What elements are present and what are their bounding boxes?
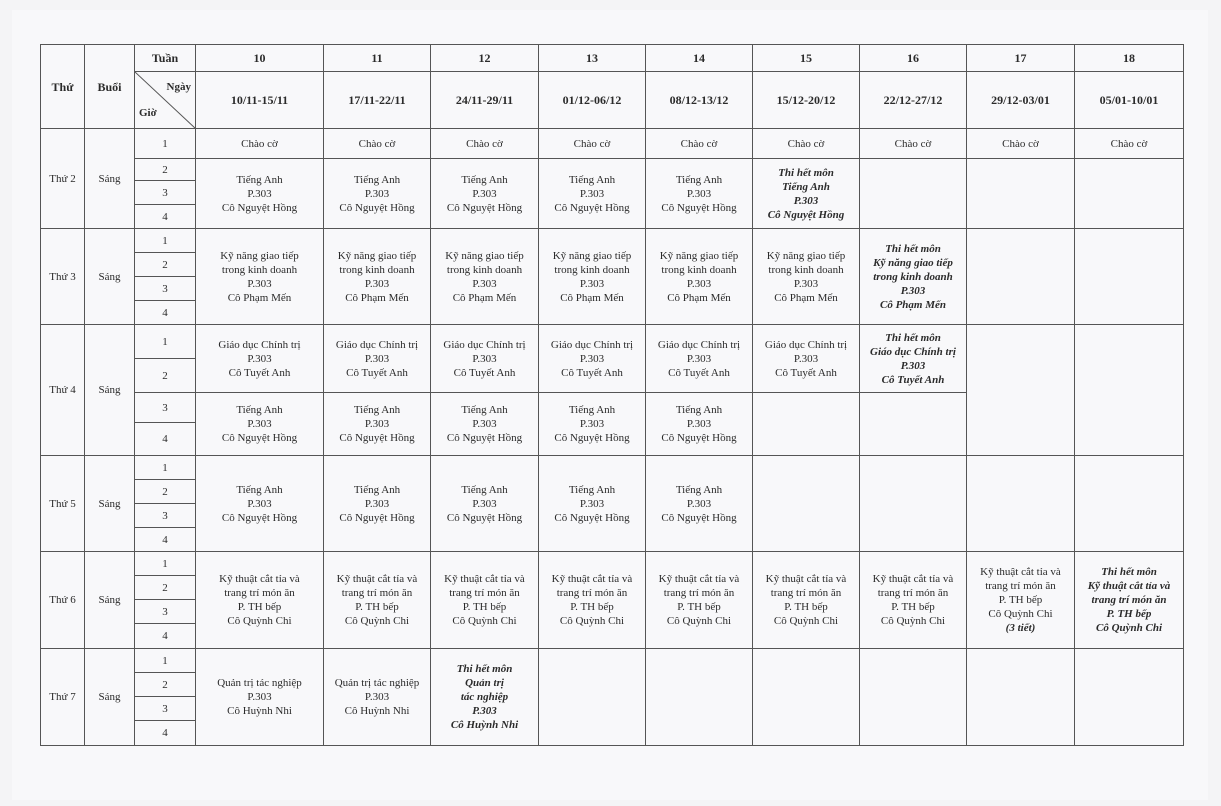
cell-line: P. TH bếp: [570, 601, 614, 613]
cell-line: P.303: [472, 352, 497, 365]
class-cell: [196, 393, 324, 456]
period-number: 2: [135, 480, 196, 504]
cell-line: tác nghiệp: [460, 691, 509, 703]
cell-line: Kỹ thuật cắt tỉa và: [1087, 580, 1171, 592]
class-cell: [646, 159, 753, 229]
cell-line: Cô Nguyệt Hồng: [221, 201, 298, 214]
cell-line: P.303: [472, 418, 497, 430]
cell-line: P. TH bếp: [677, 601, 721, 613]
class-cell: [753, 552, 860, 649]
cell-line: Giáo dục Chính trị: [657, 338, 741, 351]
cell-line: P.303: [364, 187, 390, 200]
period-number: 1: [135, 129, 196, 159]
class-cell: [431, 552, 539, 649]
empty-cell: [860, 159, 967, 229]
cell-line: Tiếng Anh: [568, 404, 616, 416]
cell-line: Cô Nguyệt Hồng: [221, 432, 298, 444]
cell-line: P.303: [686, 418, 712, 430]
week-dates: 24/11-29/11: [431, 72, 539, 129]
cell-line: Cô Quỳnh Chi: [452, 615, 517, 627]
class-cell: [646, 456, 753, 552]
class-cell: [431, 456, 539, 552]
cell-line: P.303: [686, 277, 712, 290]
class-cell: [539, 229, 646, 325]
cell-line: Kỹ thuật cắt tỉa và: [551, 573, 633, 585]
cell-line: P.303: [247, 187, 272, 200]
cell-line: Thi hết môn: [1101, 566, 1157, 578]
cell-line: Giáo dục Chính trị: [335, 338, 419, 351]
cell-line: P.303: [364, 352, 390, 365]
day-label: Thứ 6: [41, 552, 85, 649]
cell-line: Cô Tuyết Anh: [775, 366, 837, 379]
session-label: Sáng: [85, 649, 135, 746]
cell-line: P.303: [364, 691, 390, 703]
cell-line: Kỹ thuật cắt tỉa và: [336, 573, 418, 585]
cell-line: Cô Tuyết Anh: [228, 366, 291, 379]
period-number: 2: [135, 673, 196, 697]
cell-line: Tiếng Anh: [461, 483, 508, 496]
period-number: 2: [135, 159, 196, 181]
empty-cell: [1075, 456, 1184, 552]
cell-line: P.303: [247, 277, 272, 290]
period-number: 1: [135, 456, 196, 480]
cell-line: Kỹ năng giao tiếp: [445, 249, 524, 262]
cell-line: P. TH bếp: [998, 594, 1043, 606]
cell-line: Quản trị tác nghiệp: [217, 677, 302, 689]
week-dates: 10/11-15/11: [196, 72, 324, 129]
cell-line: trang trí món ăn: [770, 587, 842, 599]
exam-cell: [753, 159, 860, 229]
period-number: 2: [135, 359, 196, 393]
cell-line: trang trí món ăn: [341, 587, 413, 599]
day-label: Thứ 2: [41, 129, 85, 229]
salute-cell: Chào cờ: [753, 129, 860, 159]
empty-cell: [860, 393, 967, 456]
week-dates: 22/12-27/12: [860, 72, 967, 129]
cell-line: Giáo dục Chính trị: [764, 338, 848, 351]
class-cell: [431, 229, 539, 325]
salute-cell: Chào cờ: [646, 129, 753, 159]
class-cell: [646, 229, 753, 325]
salute-cell: Chào cờ: [196, 129, 324, 159]
cell-line: trong kinh doanh: [339, 263, 415, 276]
header-ngay: Ngày: [166, 81, 191, 93]
class-cell: [196, 325, 324, 393]
cell-line: P.303: [472, 705, 497, 717]
cell-line: Tiếng Anh: [353, 173, 401, 186]
period-number: 3: [135, 600, 196, 624]
exam-cell: [431, 649, 539, 746]
day-label: Thứ 5: [41, 456, 85, 552]
cell-line: Kỹ năng giao tiếp: [659, 249, 739, 262]
cell-line: Cô Quỳnh Chi: [559, 615, 625, 627]
cell-line: Cô Nguyệt Hồng: [661, 201, 737, 214]
cell-line: Thi hết môn: [778, 166, 834, 179]
period-number: 4: [135, 624, 196, 649]
class-cell: [539, 456, 646, 552]
cell-line: Kỹ thuật cắt tỉa và: [980, 566, 1061, 578]
cell-line: P. TH bếp: [891, 601, 935, 613]
class-cell: [539, 325, 646, 393]
empty-cell: [1075, 325, 1184, 456]
period-number: 4: [135, 205, 196, 229]
cell-line: Cô Huỳnh Nhi: [227, 705, 292, 717]
empty-cell: [753, 649, 860, 746]
cell-line: Tiếng Anh: [675, 173, 723, 186]
cell-line: trang trí món ăn: [663, 587, 735, 599]
cell-line: P.303: [793, 194, 819, 207]
cell-line: Thi hết môn: [456, 663, 513, 675]
class-cell: [646, 393, 753, 456]
empty-cell: [967, 325, 1075, 456]
salute-cell: Chào cờ: [967, 129, 1075, 159]
week-number: 17: [967, 45, 1075, 72]
cell-line: Cô Quỳnh Chi: [227, 615, 292, 627]
empty-cell: [967, 649, 1075, 746]
day-label: Thứ 3: [41, 229, 85, 325]
cell-line: Cô Nguyệt Hồng: [339, 201, 415, 214]
header-ngay-gio: [135, 72, 196, 129]
class-cell: [431, 393, 539, 456]
cell-line: Cô Nguyệt Hồng: [446, 511, 523, 524]
cell-line: P.303: [579, 418, 605, 430]
period-number: 1: [135, 552, 196, 576]
cell-line: P.303: [247, 497, 272, 510]
cell-line: Quản trị tác nghiệp: [334, 677, 420, 689]
header-gio: Giờ: [139, 107, 157, 119]
cell-line: P. TH bếp: [784, 601, 828, 613]
day-label: Thứ 4: [41, 325, 85, 456]
week-dates: 01/12-06/12: [539, 72, 646, 129]
session-label: Sáng: [85, 325, 135, 456]
class-cell: [539, 159, 646, 229]
cell-line: Tiếng Anh: [675, 404, 723, 416]
session-label: Sáng: [85, 229, 135, 325]
cell-line: P.303: [472, 277, 497, 290]
period-number: 2: [135, 253, 196, 277]
cell-line: trong kinh doanh: [554, 263, 630, 276]
week-number: 14: [646, 45, 753, 72]
week-number: 15: [753, 45, 860, 72]
period-number: 4: [135, 721, 196, 746]
cell-line: P.303: [579, 277, 605, 290]
cell-line: P.303: [364, 277, 390, 290]
cell-line: Cô Quỳnh Chi: [773, 615, 839, 627]
class-cell: [196, 552, 324, 649]
period-number: 3: [135, 393, 196, 423]
cell-line: trong kinh doanh: [873, 270, 953, 283]
header-tuan: Tuần: [135, 45, 196, 72]
class-cell: [324, 649, 431, 746]
cell-line: Tiếng Anh: [236, 173, 283, 186]
period-number: 2: [135, 576, 196, 600]
cell-line: Cô Tuyết Anh: [668, 366, 730, 379]
empty-cell: [646, 649, 753, 746]
empty-cell: [753, 456, 860, 552]
cell-line: Cô Nguyệt Hồng: [661, 432, 737, 444]
cell-line: Cô Nguyệt Hồng: [339, 511, 415, 524]
header-thu: Thứ: [41, 45, 85, 129]
cell-line: P. TH bếp: [1106, 608, 1152, 620]
class-cell: [196, 229, 324, 325]
cell-line: trong kinh doanh: [221, 263, 298, 276]
class-cell: [324, 159, 431, 229]
exam-cell: [860, 229, 967, 325]
cell-line: P.303: [472, 497, 497, 510]
day-label: Thứ 7: [41, 649, 85, 746]
timetable: [40, 44, 1184, 746]
cell-line: Quản trị: [465, 677, 504, 689]
empty-cell: [967, 456, 1075, 552]
week-dates: 17/11-22/11: [324, 72, 431, 129]
header-buoi: Buổi: [85, 45, 135, 129]
cell-line: Kỹ năng giao tiếp: [873, 256, 953, 269]
class-cell: [753, 229, 860, 325]
class-cell: [196, 649, 324, 746]
cell-line: Giáo dục Chính trị: [218, 338, 301, 351]
empty-cell: [860, 649, 967, 746]
cell-line: Kỹ năng giao tiếp: [337, 249, 417, 262]
cell-line: Cô Nguyệt Hồng: [221, 511, 298, 524]
week-number: 10: [196, 45, 324, 72]
cell-line: Cô Tuyết Anh: [881, 373, 945, 386]
week-dates: 15/12-20/12: [753, 72, 860, 129]
cell-line: Cô Nguyệt Hồng: [767, 208, 845, 221]
period-number: 4: [135, 528, 196, 552]
cell-line: Thi hết môn: [885, 331, 941, 344]
class-cell: [324, 393, 431, 456]
cell-line: Cô Nguyệt Hồng: [554, 201, 630, 214]
salute-cell: Chào cờ: [431, 129, 539, 159]
empty-cell: [1075, 649, 1184, 746]
period-number: 1: [135, 649, 196, 673]
cell-line: Cô Quỳnh Chi: [1095, 622, 1163, 634]
salute-cell: Chào cờ: [860, 129, 967, 159]
period-number: 1: [135, 325, 196, 359]
cell-line: trang trí món ăn: [877, 587, 949, 599]
class-cell: [539, 552, 646, 649]
cell-line: P. TH bếp: [462, 601, 507, 613]
cell-line: Thi hết môn: [885, 242, 941, 255]
cell-line: P.303: [247, 352, 272, 365]
cell-line: Cô Quỳnh Chi: [666, 615, 732, 627]
cell-line: Cô Quỳnh Chi: [880, 615, 946, 627]
cell-line: Kỹ năng giao tiếp: [220, 249, 299, 262]
class-cell: [324, 325, 431, 393]
cell-line: trong kinh doanh: [661, 263, 737, 276]
period-number: 4: [135, 301, 196, 325]
cell-line: Tiếng Anh: [461, 173, 508, 186]
cell-line: Tiếng Anh: [236, 483, 283, 496]
session-label: Sáng: [85, 552, 135, 649]
class-cell: [196, 456, 324, 552]
cell-line: P.303: [579, 352, 605, 365]
cell-line: Cô Nguyệt Hồng: [554, 511, 630, 524]
week-dates: 08/12-13/12: [646, 72, 753, 129]
cell-line: Cô Tuyết Anh: [561, 366, 623, 379]
cell-line: Kỹ thuật cắt tỉa và: [658, 573, 740, 585]
week-number: 11: [324, 45, 431, 72]
week-number: 12: [431, 45, 539, 72]
cell-line: Cô Nguyệt Hồng: [554, 432, 630, 444]
cell-line: P.303: [247, 418, 272, 430]
cell-line: P.303: [793, 352, 819, 365]
week-dates: 29/12-03/01: [967, 72, 1075, 129]
empty-cell: [1075, 229, 1184, 325]
week-dates: 05/01-10/01: [1075, 72, 1184, 129]
session-label: Sáng: [85, 129, 135, 229]
class-cell: [324, 229, 431, 325]
period-number: 3: [135, 181, 196, 205]
week-number: 18: [1075, 45, 1184, 72]
cell-line: P.303: [793, 277, 819, 290]
period-number: 4: [135, 423, 196, 456]
cell-line: Cô Huỳnh Nhi: [344, 705, 410, 717]
week-number: 13: [539, 45, 646, 72]
cell-line: trang trí món ăn: [449, 587, 520, 599]
cell-line: P.303: [364, 418, 390, 430]
class-cell: [324, 552, 431, 649]
exam-cell: [860, 325, 967, 393]
cell-line: Kỹ thuật cắt tỉa và: [219, 573, 300, 585]
cell-line: P.303: [900, 359, 926, 372]
salute-cell: Chào cờ: [539, 129, 646, 159]
class-cell: [431, 159, 539, 229]
cell-line: Cô Quỳnh Chi: [988, 608, 1053, 620]
class-cell: [967, 552, 1075, 649]
cell-line: Cô Phạm Mến: [227, 291, 292, 304]
cell-line: Kỹ thuật cắt tỉa và: [444, 573, 525, 585]
class-cell: [539, 393, 646, 456]
cell-line: Tiếng Anh: [461, 404, 508, 416]
period-number: 3: [135, 697, 196, 721]
cell-line: Tiếng Anh: [236, 404, 283, 416]
cell-line: Giáo dục Chính trị: [550, 338, 634, 351]
class-cell: [860, 552, 967, 649]
cell-line: Kỹ năng giao tiếp: [766, 249, 846, 262]
cell-line: P.303: [364, 497, 390, 510]
empty-cell: [967, 229, 1075, 325]
cell-line: Cô Phạm Mến: [774, 291, 838, 304]
class-cell: [196, 159, 324, 229]
empty-cell: [539, 649, 646, 746]
cell-line: trang trí món ăn: [556, 587, 628, 599]
cell-line: Cô Tuyết Anh: [453, 366, 516, 379]
cell-line: Tiếng Anh: [675, 483, 723, 496]
cell-line: Cô Tuyết Anh: [346, 366, 408, 379]
cell-line: P.303: [472, 187, 497, 200]
cell-line: P.303: [579, 497, 605, 510]
cell-line: Kỹ thuật cắt tỉa và: [872, 573, 954, 585]
cell-line: trong kinh doanh: [446, 263, 523, 276]
cell-line: Giáo dục Chính trị: [870, 345, 956, 358]
cell-line: P.303: [686, 187, 712, 200]
cell-line: Cô Quỳnh Chi: [344, 615, 410, 627]
cell-line: P.303: [247, 691, 272, 703]
period-number: 3: [135, 277, 196, 301]
cell-line: Tiếng Anh: [568, 483, 616, 496]
cell-line: (3 tiết): [1005, 622, 1036, 634]
cell-line: trong kinh doanh: [768, 263, 844, 276]
cell-line: Tiếng Anh: [353, 483, 401, 496]
empty-cell: [967, 159, 1075, 229]
cell-line: Cô Nguyệt Hồng: [446, 201, 523, 214]
cell-line: Tiếng Anh: [568, 173, 616, 186]
cell-line: Cô Phạm Mến: [345, 291, 409, 304]
cell-line: Cô Nguyệt Hồng: [661, 511, 737, 524]
cell-line: P.303: [686, 497, 712, 510]
empty-cell: [860, 456, 967, 552]
cell-line: Cô Huỳnh Nhi: [450, 719, 519, 731]
cell-line: Giáo dục Chính trị: [443, 338, 526, 351]
cell-line: P.303: [579, 187, 605, 200]
cell-line: Cô Nguyệt Hồng: [446, 432, 523, 444]
cell-line: P. TH bếp: [355, 601, 399, 613]
period-number: 1: [135, 229, 196, 253]
salute-cell: Chào cờ: [324, 129, 431, 159]
class-cell: [753, 325, 860, 393]
empty-cell: [753, 393, 860, 456]
cell-line: Cô Phạm Mến: [560, 291, 624, 304]
cell-line: Tiếng Anh: [353, 404, 401, 416]
cell-line: Cô Nguyệt Hồng: [339, 432, 415, 444]
empty-cell: [1075, 159, 1184, 229]
class-cell: [431, 325, 539, 393]
cell-line: Cô Phạm Mến: [879, 298, 946, 311]
cell-line: trang trí món ăn: [985, 580, 1056, 592]
period-number: 3: [135, 504, 196, 528]
class-cell: [646, 552, 753, 649]
cell-line: Tiếng Anh: [782, 180, 830, 193]
session-label: Sáng: [85, 456, 135, 552]
class-cell: [646, 325, 753, 393]
class-cell: [324, 456, 431, 552]
cell-line: Kỹ năng giao tiếp: [552, 249, 632, 262]
cell-line: P.303: [900, 284, 926, 297]
cell-line: Cô Phạm Mến: [452, 291, 517, 304]
cell-line: Kỹ thuật cắt tỉa và: [765, 573, 847, 585]
week-number: 16: [860, 45, 967, 72]
cell-line: P.303: [686, 352, 712, 365]
cell-line: Cô Phạm Mến: [667, 291, 731, 304]
exam-cell: [1075, 552, 1184, 649]
cell-line: P. TH bếp: [237, 601, 282, 613]
cell-line: trang trí món ăn: [224, 587, 295, 599]
cell-line: trang trí món ăn: [1091, 594, 1167, 606]
salute-cell: Chào cờ: [1075, 129, 1184, 159]
